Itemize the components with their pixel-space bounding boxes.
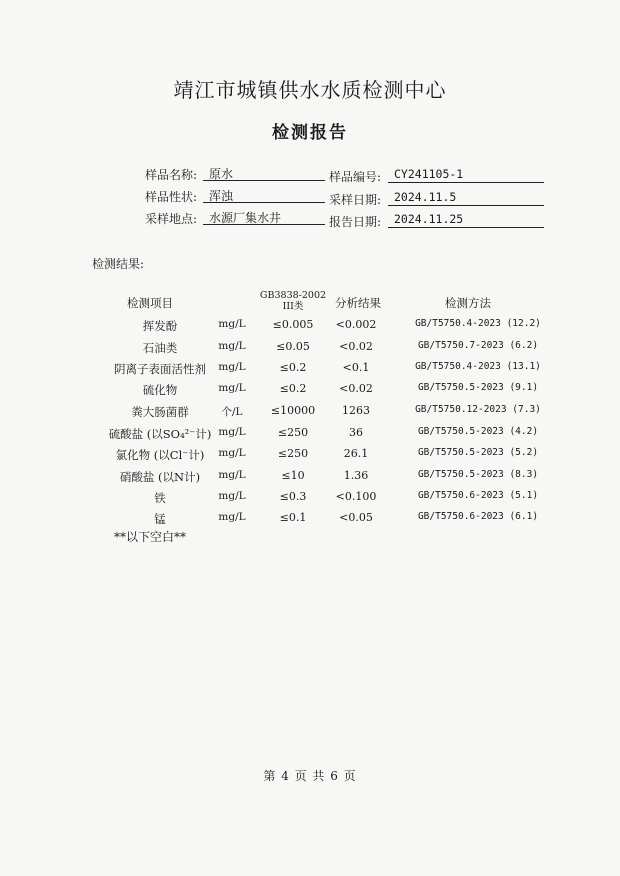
table-row [0,490,620,510]
row-unit: mg/L [218,361,246,373]
row-unit: mg/L [218,318,246,330]
row-standard: ≤0.3 [279,490,307,503]
sampling-date-value: 2024.11.5 [388,190,544,206]
row-method: GB/T5750.5-2023 (5.2) [417,447,539,458]
row-method: GB/T5750.6-2023 (5.1) [417,490,539,501]
row-unit: mg/L [218,447,246,459]
row-method: GB/T5750.6-2023 (6.1) [417,511,539,522]
row-item: 挥发酚 [142,319,178,333]
row-standard: ≤0.1 [279,511,307,524]
blank-note: **以下空白** [114,530,187,544]
col-standard-line1: GB3838-2002 [259,290,327,301]
row-unit: mg/L [218,382,246,394]
location-value: 水源厂集水井 [203,209,325,225]
row-item: 铁 [154,491,166,505]
row-item: 硫酸盐 (以SO₄²⁻计) [108,427,212,441]
col-result-header: 分析结果 [335,296,381,310]
table-row [0,340,620,360]
row-result: <0.100 [335,490,377,503]
row-item: 阴离子表面活性剂 [114,362,206,376]
sample-state-value: 浑浊 [203,187,325,203]
row-unit: mg/L [218,426,246,438]
table-row [0,382,620,402]
table-row [0,511,620,531]
table-row [0,426,620,446]
row-standard: ≤10000 [270,404,316,417]
row-result: <0.02 [339,340,373,353]
row-method: GB/T5750.5-2023 (8.3) [417,469,539,480]
table-row [0,447,620,467]
sample-name-value: 原水 [203,165,325,181]
sample-info [0,0,620,240]
row-item: 粪大肠菌群 [131,405,189,419]
row-result: 1263 [342,404,370,417]
table-row [0,361,620,381]
row-method: GB/T5750.5-2023 (9.1) [417,382,539,393]
table-row [0,469,620,489]
row-result: <0.02 [339,382,373,395]
row-standard: ≤250 [277,426,309,439]
row-standard: ≤0.2 [279,361,307,374]
page-number: 第 4 页 共 6 页 [263,769,357,783]
row-standard: ≤0.2 [279,382,307,395]
sampling-date-label: 采样日期: [329,193,382,207]
row-method: GB/T5750.12-2023 (7.3) [415,404,541,415]
row-unit: 个/L [221,406,243,418]
row-item: 硝酸盐 (以N计) [119,470,201,484]
row-item: 氯化物 (以Cl⁻计) [115,448,205,462]
sample-number-label: 样品编号: [329,170,382,184]
sample-state-label: 样品性状: [145,190,198,204]
row-standard: ≤250 [277,447,309,460]
table-row [0,404,620,424]
row-standard: ≤0.05 [276,340,310,353]
row-result: <0.002 [335,318,377,331]
col-method-header: 检测方法 [445,296,491,310]
row-result: <0.1 [342,361,370,374]
row-unit: mg/L [218,469,246,481]
row-method: GB/T5750.5-2023 (4.2) [417,426,539,437]
report-date-value: 2024.11.25 [388,212,544,228]
row-standard: ≤0.005 [272,318,314,331]
results-label: 检测结果: [92,257,145,271]
col-standard-line2: III类 [282,301,304,312]
row-item: 硫化物 [142,383,178,397]
location-label: 采样地点: [145,212,198,226]
table-row [0,318,620,338]
row-method: GB/T5750.4-2023 (13.1) [415,361,541,372]
report-date-label: 报告日期: [329,215,382,229]
row-item: 石油类 [142,341,178,355]
row-unit: mg/L [218,511,246,523]
row-method: GB/T5750.7-2023 (6.2) [417,340,539,351]
row-result: 36 [349,426,363,439]
row-unit: mg/L [218,490,246,502]
row-item: 锰 [154,512,166,526]
row-result: <0.05 [339,511,373,524]
sample-name-label: 样品名称: [145,168,198,182]
row-result: 1.36 [343,469,369,482]
row-standard: ≤10 [281,469,305,482]
col-item-header: 检测项目 [127,296,173,310]
row-method: GB/T5750.4-2023 (12.2) [415,318,541,329]
report-title: 检测报告 [272,123,348,143]
row-result: 26.1 [343,447,369,460]
row-unit: mg/L [218,340,246,352]
col-standard-header [250,290,336,312]
org-name: 靖江市城镇供水水质检测中心 [173,78,447,102]
sample-number-value: CY241105-1 [388,167,544,183]
